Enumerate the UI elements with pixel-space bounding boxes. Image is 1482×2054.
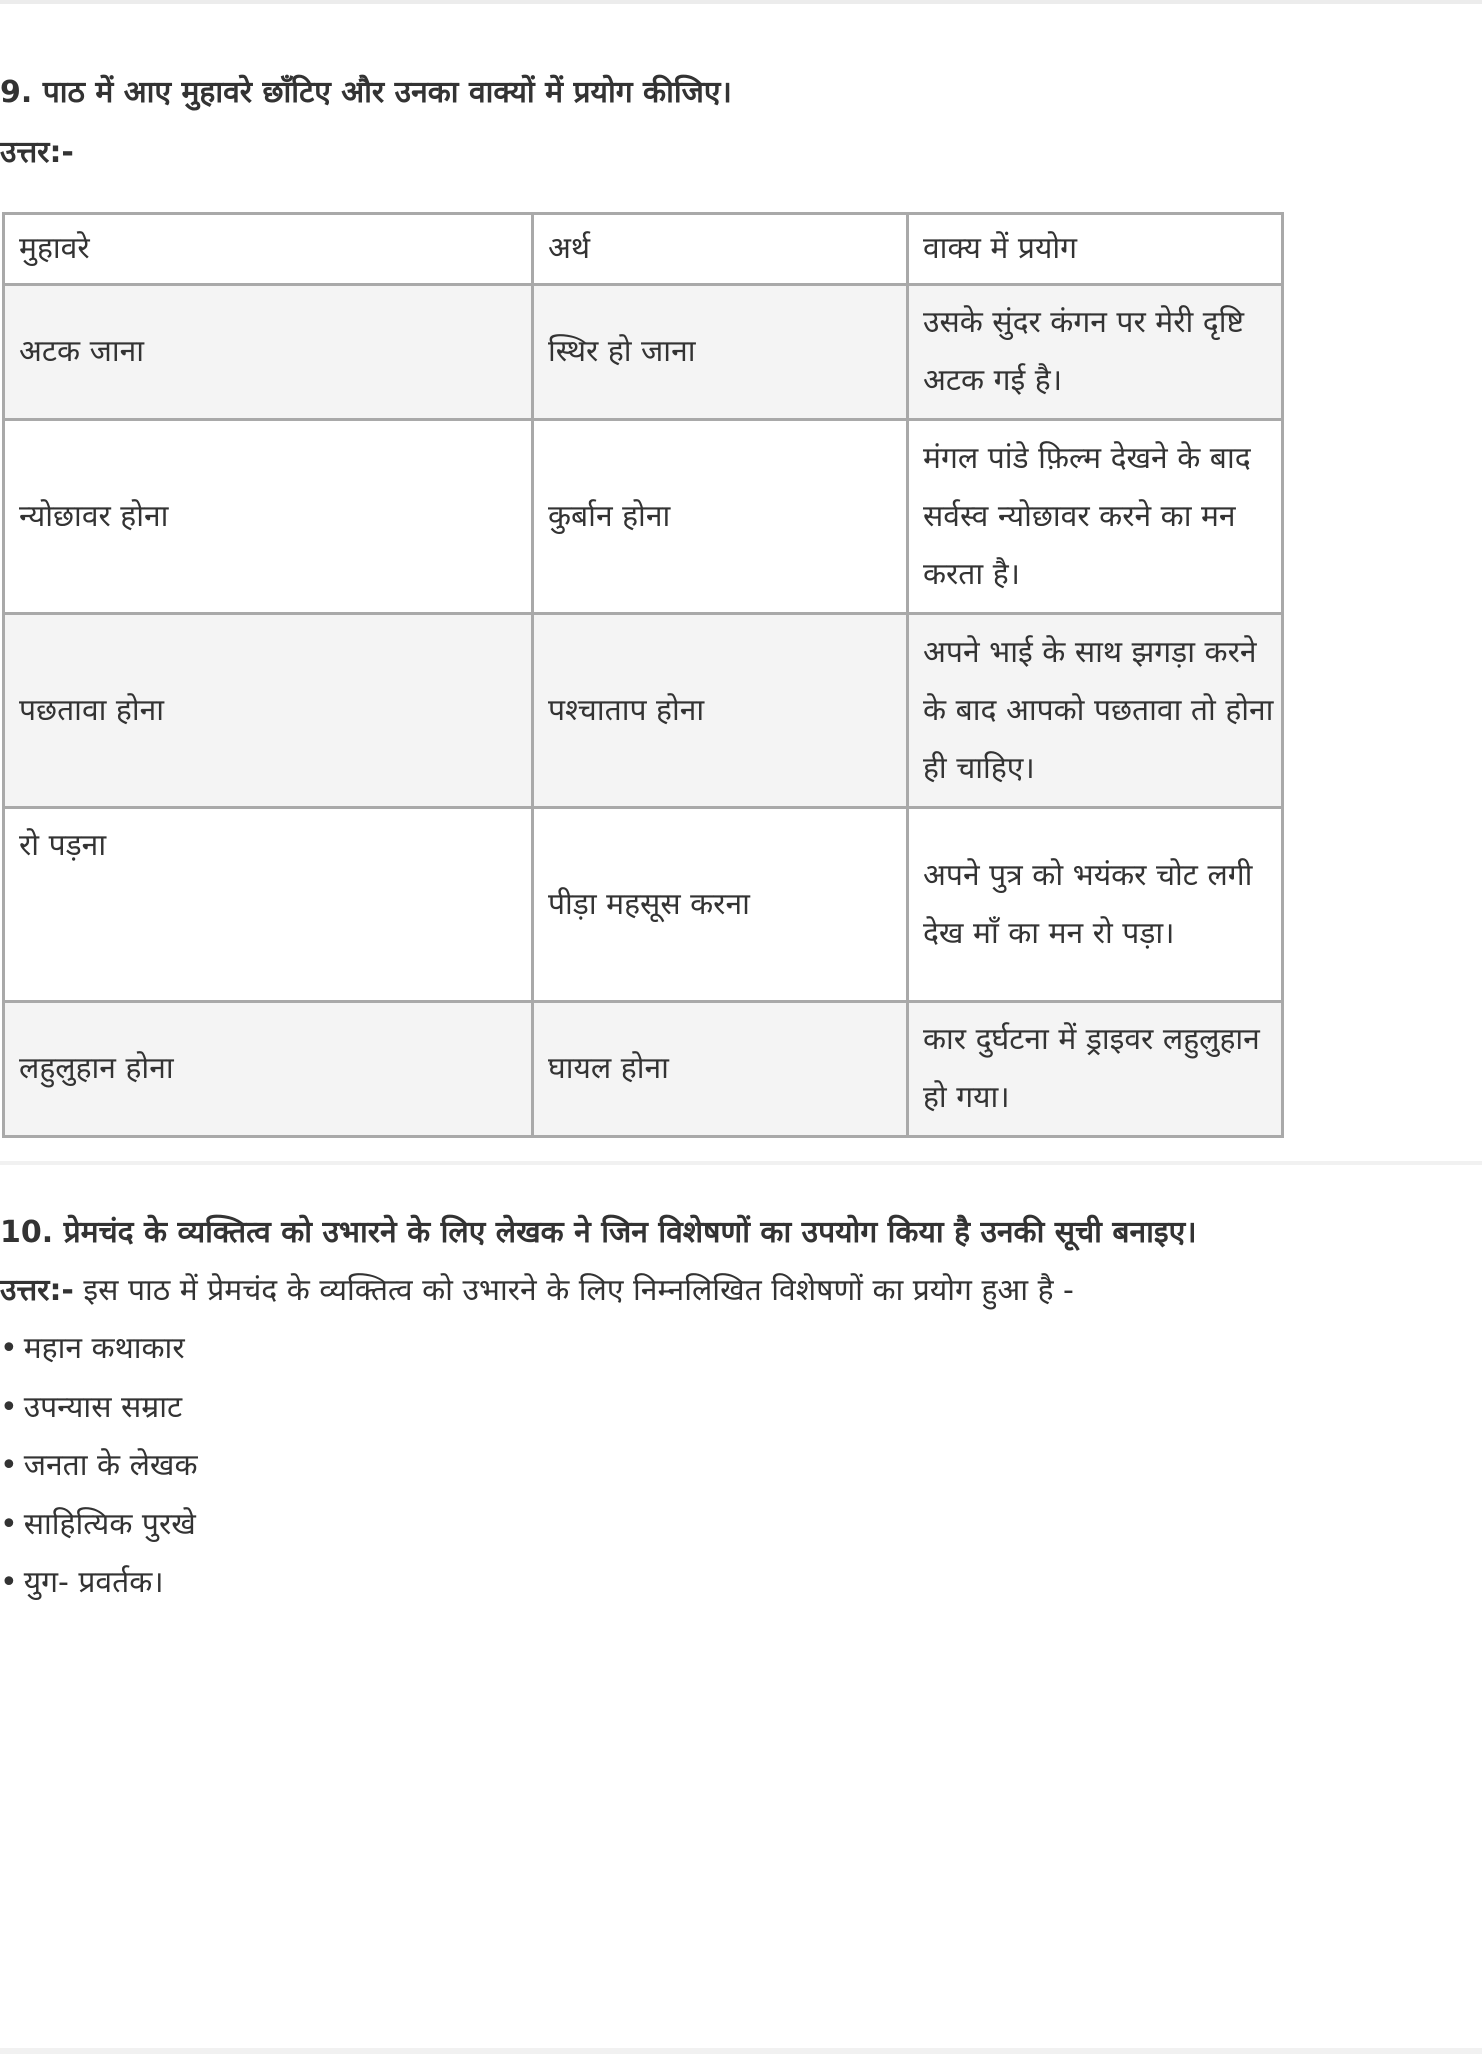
- header-usage: वाक्य में प्रयोग: [908, 214, 1283, 285]
- idiom-cell: पछतावा होना: [4, 614, 533, 808]
- list-item: [0, 1320, 198, 1379]
- table-header-row: [4, 214, 1283, 285]
- list-item-text: उपन्यास सम्राट: [23, 1389, 183, 1425]
- bullet-icon: •: [0, 1448, 18, 1483]
- table-row: [4, 808, 1283, 1002]
- idiom-cell: लहुलुहान होना: [4, 1002, 533, 1137]
- list-item: [0, 1554, 198, 1613]
- meaning-cell: पीड़ा महसूस करना: [533, 808, 908, 1002]
- list-item: [0, 1437, 198, 1496]
- usage-cell: अपने भाई के साथ झगड़ा करने के बाद आपको पछतावा तो होना ही चाहिए।: [908, 614, 1283, 808]
- bullet-icon: •: [0, 1565, 18, 1600]
- usage-cell: उसके सुंदर कंगन पर मेरी दृष्टि अटक गई है।: [908, 285, 1283, 420]
- meaning-cell: घायल होना: [533, 1002, 908, 1137]
- answer-label: उत्तर:-: [0, 135, 74, 170]
- table-row: [4, 1002, 1283, 1137]
- question-10-heading: 10. प्रेमचंद के व्यक्तित्व को उभारने के लिए लेखक ने जिन विशेषणों का उपयोग किया है उनकी सूची बनाइए।: [0, 1215, 1197, 1250]
- idiom-cell: रो पड़ना: [4, 808, 533, 1002]
- list-item: [0, 1379, 198, 1438]
- answer-label: उत्तर:-: [0, 1273, 74, 1308]
- meaning-cell: पश्चाताप होना: [533, 614, 908, 808]
- list-item-text: साहित्यिक पुरखे: [23, 1506, 196, 1542]
- list-item-text: महान कथाकार: [23, 1331, 185, 1366]
- bullet-icon: •: [0, 1389, 18, 1425]
- idioms-table: [2, 212, 1284, 1138]
- idiom-cell: अटक जाना: [4, 285, 533, 420]
- idiom-cell: न्योछावर होना: [4, 420, 533, 614]
- adjective-list: [0, 1320, 198, 1613]
- bottom-divider: [0, 2048, 1482, 2054]
- table-row: [4, 420, 1283, 614]
- meaning-cell: स्थिर हो जाना: [533, 285, 908, 420]
- list-item-text: युग- प्रवर्तक।: [23, 1565, 164, 1600]
- bullet-icon: •: [0, 1506, 18, 1542]
- meaning-cell: कुर्बान होना: [533, 420, 908, 614]
- bullet-icon: •: [0, 1331, 18, 1366]
- list-item: [0, 1496, 198, 1555]
- section-divider: [0, 1161, 1482, 1165]
- table-row: [4, 285, 1283, 420]
- usage-cell: कार दुर्घटना में ड्राइवर लहुलुहान हो गया।: [908, 1002, 1283, 1137]
- usage-cell: अपने पुत्र को भयंकर चोट लगी देख माँ का मन रो पड़ा।: [908, 808, 1283, 1002]
- question-9-heading: 9. पाठ में आए मुहावरे छाँटिए और उनका वाक्यों में प्रयोग कीजिए।: [0, 75, 732, 110]
- table-row: [4, 614, 1283, 808]
- answer-text: इस पाठ में प्रेमचंद के व्यक्तित्व को उभारने के लिए निम्नलिखित विशेषणों का प्रयोग हुआ है -: [73, 1273, 1074, 1308]
- answer-9-label: [0, 130, 74, 171]
- list-item-text: जनता के लेखक: [23, 1448, 198, 1483]
- usage-cell: मंगल पांडे फ़िल्म देखने के बाद सर्वस्व न्योछावर करने का मन करता है।: [908, 420, 1283, 614]
- header-meaning: अर्थ: [533, 214, 908, 285]
- header-idiom: मुहावरे: [4, 214, 533, 285]
- answer-10-line: [0, 1268, 1074, 1309]
- top-divider: [0, 0, 1482, 4]
